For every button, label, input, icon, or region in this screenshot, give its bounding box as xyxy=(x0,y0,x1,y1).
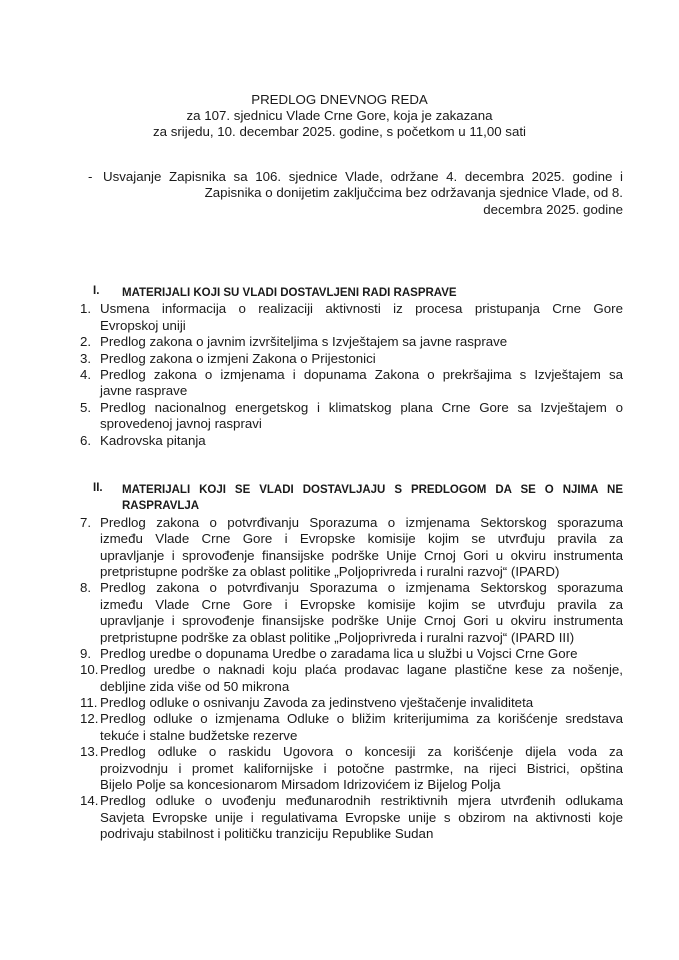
agenda-item xyxy=(80,400,623,433)
agenda-item-number: 7. xyxy=(80,514,92,530)
agenda-item-number: 5. xyxy=(80,399,92,415)
agenda-item xyxy=(80,334,623,350)
agenda-item xyxy=(80,711,623,744)
agenda-item-line: Predlog uredbe o dopunama Uredbe o zaradama lica u službi u Vojsci Crne Gore xyxy=(100,645,578,661)
agenda-item xyxy=(80,433,623,449)
agenda-item-number: 9. xyxy=(80,645,92,661)
agenda-item-line: Usmena informacija o realizaciji aktivnosti iz procesa pristupanja Crne Gore xyxy=(100,301,623,317)
agenda-item-line: podrivaju stabilnost i političku tranziciju Republike Sudan xyxy=(100,826,434,842)
agenda-item xyxy=(80,351,623,367)
minutes-line: Usvajanje Zapisnika sa 106. sjednice Vlade, održane 4. decembra 2025. godine i xyxy=(103,169,623,184)
section-header xyxy=(80,285,623,301)
agenda-item-line: sprovedenoj javnoj raspravi xyxy=(100,416,262,432)
agenda-item-number: 11. xyxy=(80,695,98,711)
agenda-item xyxy=(80,646,623,662)
agenda-item-number: 4. xyxy=(80,366,92,382)
agenda-item xyxy=(80,744,623,793)
section-heading-line: MATERIJALI KOJI SU VLADI DOSTAVLJENI RADI RASPRAVE xyxy=(122,287,457,299)
agenda-item-number: 14. xyxy=(80,793,99,809)
agenda-item-number: 10. xyxy=(80,662,99,678)
session-date-line: za srijedu, 10. decembar 2025. godine, s početkom u 11,00 sati xyxy=(152,124,527,139)
agenda-item-line: upravljanje i sprovođenje finansijske podrške Unije Crnoj Gori u okviru instrumenta xyxy=(100,547,623,563)
bullet-dash: - xyxy=(88,169,93,184)
section-number: II. xyxy=(93,482,103,494)
section-number: I. xyxy=(93,285,100,297)
agenda-item xyxy=(80,695,623,711)
agenda-item-line: Predlog odluke o osnivanju Zavoda za jedinstveno vještačenje invaliditeta xyxy=(100,695,534,711)
section-no-discussion xyxy=(80,482,623,843)
agenda-item xyxy=(80,301,623,334)
section-header xyxy=(80,482,623,515)
agenda-item-number: 6. xyxy=(80,432,92,448)
agenda-item-number: 2. xyxy=(80,334,92,350)
agenda-item xyxy=(80,515,623,581)
agenda-item-line: Predlog zakona o izmjenama i dopunama Zakona o prekršajima s Izvještajem sa xyxy=(100,366,623,382)
agenda-item-line: Predlog odluke o izmjenama Odluke o bližim kriterijumima za korišćenje sredstava xyxy=(100,711,623,727)
agenda-item-line: pretpristupne podrške za oblast politike „Poljoprivreda i ruralni razvoj“ (IPARD III) xyxy=(100,629,575,645)
document-title-block xyxy=(0,92,679,140)
agenda-item-line: Predlog odluke o uvođenju međunarodnih restriktivnih mjera utvrđenih odlukama xyxy=(100,793,623,809)
agenda-item-number: 12. xyxy=(80,711,99,727)
minutes-line: decembra 2025. godine xyxy=(483,201,623,217)
agenda-item-line: upravljanje i sprovođenje finansijske podrške Unije Crnoj Gori u okviru instrumenta xyxy=(100,613,623,629)
minutes-line: Zapisnika o donijetim zaključcima bez održavanja sjednice Vlade, od 8. xyxy=(204,185,623,201)
agenda-item-line: proizvodnju i promet kalifornijske i potočne pastrmke, na rijeci Bistrici, opština xyxy=(100,760,623,776)
agenda-item-number: 8. xyxy=(80,580,92,596)
agenda-item-line: između Vlade Crne Gore i Evropske komisije kojim se utvrđuju pravila za xyxy=(100,596,623,612)
agenda-item-line: Predlog uredbe o naknadi koju plaća prodavac lagane plastične kese za nošenje, xyxy=(100,662,623,678)
agenda-item xyxy=(80,662,623,695)
agenda-item-number: 1. xyxy=(80,301,92,317)
agenda-item-number: 3. xyxy=(80,350,92,366)
agenda-item-line: Savjeta Evropske unije i regulativama Evropske unije s obzirom na aktivnosti koje xyxy=(100,809,623,825)
agenda-item-line: Predlog zakona o potvrđivanju Sporazuma o izmjenama Sektorskog sporazuma xyxy=(100,580,623,596)
agenda-item-line: Predlog zakona o javnim izvršiteljima s Izvještajem sa javne rasprave xyxy=(100,334,508,350)
agenda-item-line: Predlog zakona o potvrđivanju Sporazuma o izmjenama Sektorskog sporazuma xyxy=(100,514,623,530)
session-line: za 107. sjednicu Vlade Crne Gore, koja je zakazana xyxy=(186,108,493,123)
agenda-item-line: Kadrovska pitanja xyxy=(100,432,206,448)
agenda-item-line: debljine zida više od 50 mikrona xyxy=(100,678,290,694)
agenda-item-line: pretpristupne podrške za oblast politike „Poljoprivreda i ruralni razvoj“ (IPARD) xyxy=(100,563,560,579)
section-discussion xyxy=(80,285,623,449)
section-heading-line: MATERIJALI KOJI SE VLADI DOSTAVLJAJU S PREDLOGOM DA SE O NJIMA NE xyxy=(122,484,623,496)
agenda-item-number: 13. xyxy=(80,744,99,760)
agenda-item-line: Predlog zakona o izmjeni Zakona o Prijestonici xyxy=(100,350,376,366)
minutes-approval-item xyxy=(80,169,623,218)
agenda-item xyxy=(80,580,623,646)
agenda-item xyxy=(80,367,623,400)
document-heading: PREDLOG DNEVNOG REDA xyxy=(251,92,428,107)
agenda-item-line: tekuće i stalne budžetske rezerve xyxy=(100,727,298,743)
agenda-item-line: Bijelo Polje sa koncesionarom Mirsadom Idrizovićem iz Bijelog Polja xyxy=(100,777,501,793)
agenda-item xyxy=(80,793,623,842)
agenda-item-line: Predlog nacionalnog energetskog i klimatskog plana Crne Gore sa Izvještajem o xyxy=(100,399,623,415)
agenda-item-line: Predlog odluke o raskidu Ugovora o koncesiji za korišćenje dijela voda za xyxy=(100,744,623,760)
agenda-item-line: Evropskoj uniji xyxy=(100,317,186,333)
agenda-item-line: između Vlade Crne Gore i Evropske komisije kojim se utvrđuju pravila za xyxy=(100,531,623,547)
section-heading-line: RASPRAVLJA xyxy=(122,500,200,513)
agenda-item-line: javne rasprave xyxy=(100,383,188,399)
